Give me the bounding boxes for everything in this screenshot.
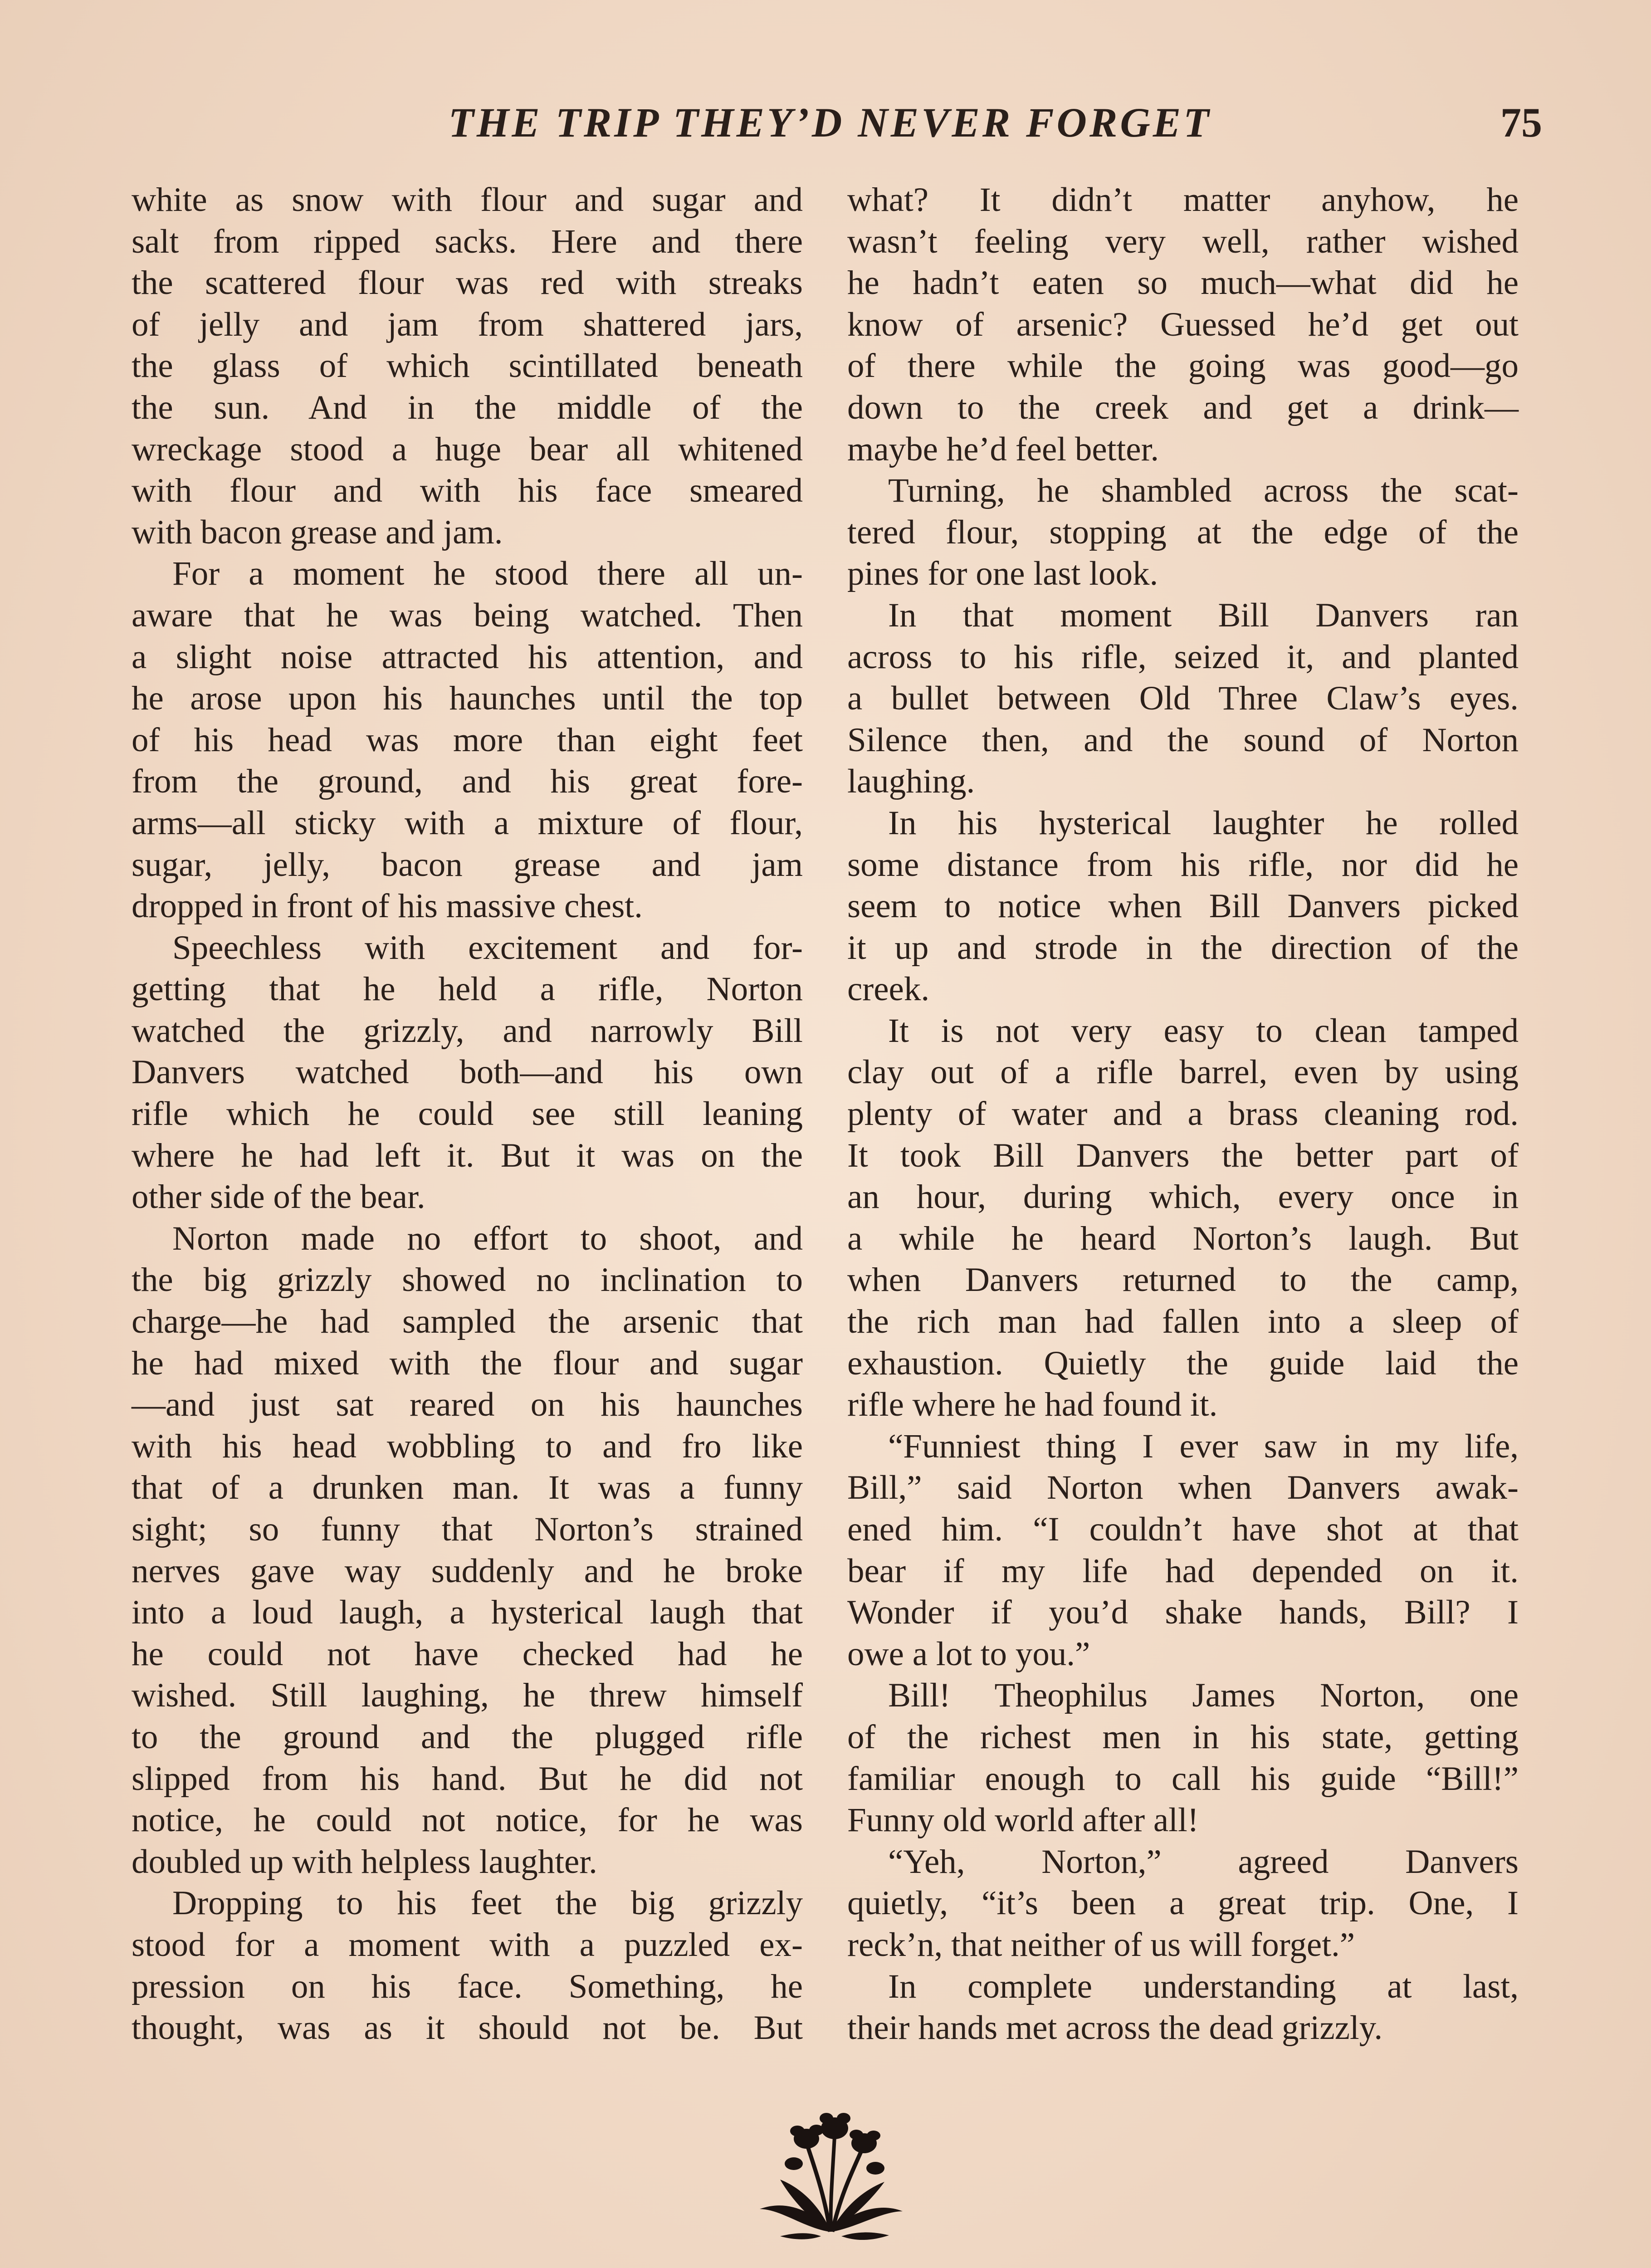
text-line: exhaustion. Quietly the guide laid the [847, 1344, 1519, 1382]
text-line: a slight noise attracted his attention, and [132, 638, 803, 676]
text-line: familiar enough to call his guide “Bill!” [847, 1760, 1519, 1798]
text-line: In his hysterical laughter he rolled [888, 804, 1519, 842]
text-line: the rich man had fallen into a sleep of [847, 1303, 1519, 1341]
text-line: It took Bill Danvers the better part of [847, 1136, 1519, 1174]
text-line: wasn’t feeling very well, rather wished [847, 222, 1519, 260]
text-column-right [847, 179, 1519, 2049]
text-line: plenty of water and a brass cleaning rod. [847, 1095, 1519, 1133]
text-line: It is not very easy to clean tamped [888, 1012, 1519, 1050]
text-line: For a moment he stood there all un- [172, 555, 803, 593]
text-column-left [132, 179, 803, 2049]
text-line: watched the grizzly, and narrowly Bill [132, 1012, 803, 1050]
text-line: a while he heard Norton’s laugh. But [847, 1219, 1519, 1257]
text-line: ened him. “I couldn’t have shot at that [847, 1510, 1519, 1548]
text-line: he could not have checked had he [132, 1635, 803, 1673]
text-line: In complete understanding at last, [888, 1967, 1519, 2005]
text-line: charge—he had sampled the arsenic that [132, 1303, 803, 1341]
text-line: creek. [847, 970, 930, 1008]
text-line: know of arsenic? Guessed he’d get out [847, 305, 1519, 343]
text-line: rifle which he could see still leaning [132, 1095, 803, 1133]
text-line: sight; so funny that Norton’s strained [132, 1510, 803, 1548]
text-line: laughing. [847, 763, 975, 801]
text-line: maybe he’d feel better. [847, 430, 1159, 468]
text-line: some distance from his rifle, nor did he [847, 846, 1519, 884]
text-line: —and just sat reared on his haunches [132, 1386, 803, 1424]
text-line: the scattered flour was red with streaks [132, 264, 803, 302]
running-title: THE TRIP THEY’D NEVER FORGET [448, 99, 1212, 146]
text-line: tered flour, stopping at the edge of the [847, 513, 1519, 551]
text-line: Wonder if you’d shake hands, Bill? I [847, 1593, 1519, 1632]
text-line: Turning, he shambled across the scat- [888, 472, 1519, 510]
text-line: quietly, “it’s been a great trip. One, I [847, 1884, 1519, 1922]
text-line: In that moment Bill Danvers ran [888, 596, 1519, 634]
text-line: pression on his face. Something, he [132, 1967, 803, 2005]
text-line: the sun. And in the middle of the [132, 388, 803, 426]
text-line: Danvers watched both—and his own [132, 1053, 803, 1091]
text-line: notice, he could not notice, for he was [132, 1801, 803, 1839]
text-line: to the ground and the plugged rifle [132, 1718, 803, 1756]
text-line: Dropping to his feet the big grizzly [172, 1884, 803, 1922]
text-line: doubled up with helpless laughter. [132, 1843, 597, 1881]
text-line: clay out of a rifle barrel, even by using [847, 1053, 1519, 1091]
text-line: reck’n, that neither of us will forget.” [847, 1926, 1355, 1964]
text-line: with bacon grease and jam. [132, 513, 503, 551]
text-line: Bill! Theophilus James Norton, one [888, 1677, 1519, 1715]
text-line: an hour, during which, every once in [847, 1178, 1519, 1216]
text-line: of jelly and jam from shattered jars, [132, 305, 803, 343]
floral-ornament-icon [753, 2096, 907, 2245]
text-line: a bullet between Old Three Claw’s eyes. [847, 679, 1519, 718]
text-line: that of a drunken man. It was a funny [132, 1469, 803, 1507]
text-line: he had mixed with the flour and sugar [132, 1344, 803, 1382]
text-line: rifle where he had found it. [847, 1386, 1218, 1424]
text-line: arms—all sticky with a mixture of flour, [132, 804, 803, 842]
text-line: from the ground, and his great fore- [132, 763, 803, 801]
text-line: Norton made no effort to shoot, and [172, 1219, 803, 1257]
text-line: thought, was as it should not be. But [132, 2009, 803, 2047]
text-line: bear if my life had depended on it. [847, 1552, 1519, 1590]
text-line: he hadn’t eaten so much—what did he [847, 264, 1519, 302]
text-line: Bill,” said Norton when Danvers awak- [847, 1469, 1519, 1507]
text-line: white as snow with flour and sugar and [132, 181, 803, 219]
text-line: stood for a moment with a puzzled ex- [132, 1926, 803, 1964]
text-line: “Yeh, Norton,” agreed Danvers [888, 1843, 1519, 1881]
text-line: the glass of which scintillated beneath [132, 347, 803, 385]
page-number: 75 [1500, 99, 1542, 146]
text-line: of there while the going was good—go [847, 347, 1519, 385]
text-line: where he had left it. But it was on the [132, 1136, 803, 1174]
text-line: pines for one last look. [847, 555, 1158, 593]
text-line: of the richest men in his state, getting [847, 1718, 1519, 1756]
text-line: dropped in front of his massive chest. [132, 887, 643, 925]
text-line: aware that he was being watched. Then [132, 596, 803, 634]
text-line: across to his rifle, seized it, and planted [847, 638, 1519, 676]
text-line: it up and strode in the direction of the [847, 929, 1519, 967]
text-line: wreckage stood a huge bear all whitened [132, 430, 803, 468]
text-line: other side of the bear. [132, 1178, 425, 1216]
text-line: seem to notice when Bill Danvers picked [847, 887, 1519, 925]
text-line: with flour and with his face smeared [132, 472, 803, 510]
text-line: with his head wobbling to and fro like [132, 1427, 803, 1465]
text-line: Silence then, and the sound of Norton [847, 721, 1519, 759]
text-line: nerves gave way suddenly and he broke [132, 1552, 803, 1590]
text-line: Speechless with excitement and for- [172, 929, 803, 967]
text-line: he arose upon his haunches until the top [132, 679, 803, 718]
text-line: getting that he held a rifle, Norton [132, 970, 803, 1008]
text-line: of his head was more than eight feet [132, 721, 803, 759]
text-line: “Funniest thing I ever saw in my life, [888, 1427, 1519, 1465]
running-header [0, 93, 1651, 152]
text-line: when Danvers returned to the camp, [847, 1261, 1519, 1299]
text-line: what? It didn’t matter anyhow, he [847, 181, 1519, 219]
text-line: the big grizzly showed no inclination to [132, 1261, 803, 1299]
text-line: wished. Still laughing, he threw himself [132, 1677, 803, 1715]
text-line: their hands met across the dead grizzly. [847, 2009, 1383, 2047]
text-line: owe a lot to you.” [847, 1635, 1090, 1673]
text-line: slipped from his hand. But he did not [132, 1760, 803, 1798]
text-line: into a loud laugh, a hysterical laugh that [132, 1593, 803, 1632]
text-line: down to the creek and get a drink— [847, 388, 1519, 426]
text-line: Funny old world after all! [847, 1801, 1199, 1839]
text-line: salt from ripped sacks. Here and there [132, 222, 803, 260]
text-line: sugar, jelly, bacon grease and jam [132, 846, 803, 884]
